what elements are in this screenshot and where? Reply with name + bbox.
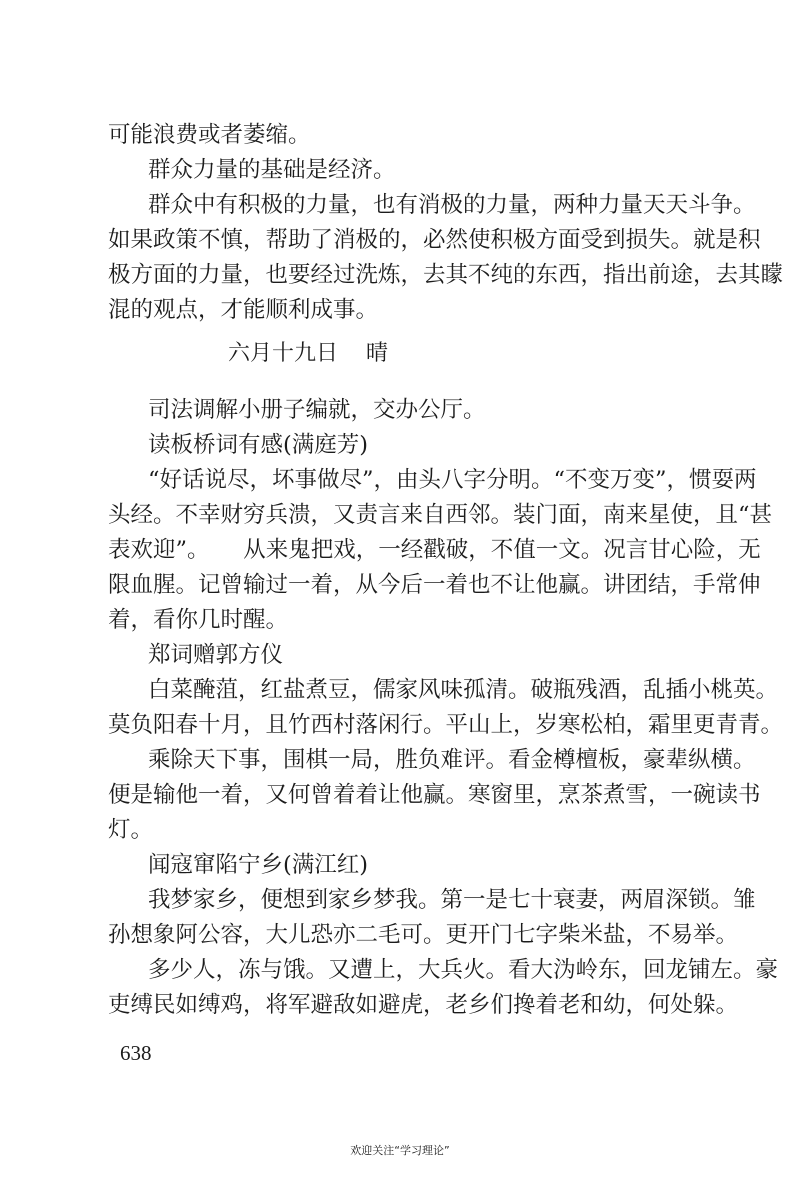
poem-title: 闻寇窜陷宁乡(满江红) <box>148 852 369 878</box>
text-line: 混的观点，才能顺利成事。 <box>108 297 379 323</box>
text-line: 如果政策不慎，帮助了消极的，必然使积极方面受到损失。就是积 <box>108 227 761 253</box>
text-line: 莫负阳春十月，且竹西村落闲行。平山上，岁寒松柏，霜里更青青。 <box>108 712 784 738</box>
poem-title: 郑词赠郭方仪 <box>148 642 284 668</box>
text-line: “好话说尽，坏事做尽”，由头八字分明。“不变万变”，惯耍两 <box>148 467 757 493</box>
text-line: 灯。 <box>108 817 154 843</box>
entry-weather: 晴 <box>366 341 389 366</box>
text-line: 白菜醃菹，红盐煮豆，儒家风味孤清。破瓶残酒，乱插小桃英。 <box>148 677 779 703</box>
poem-title: 读板桥词有感(满庭芳) <box>148 432 369 458</box>
text-line: 乘除天下事，围棋一局，胜负难评。看金樽檀板，豪辈纵横。 <box>148 747 756 773</box>
text-line: 限血腥。记曾输过一着，从今后一着也不让他赢。讲团结，手常伸 <box>108 572 761 598</box>
text-line: 孙想象阿公容，大儿恐亦二毛可。更开门七字柴米盐，不易举。 <box>108 922 739 948</box>
entry-date: 六月十九日 <box>228 341 339 366</box>
text-line: 着，看你几时醒。 <box>108 607 289 633</box>
footer-note: 欢迎关注“学习理论” <box>350 1144 450 1157</box>
text-line: 可能浪费或者萎缩。 <box>108 122 311 148</box>
text-line: 群众中有积极的力量，也有消极的力量，两种力量天天斗争。 <box>148 192 756 218</box>
text-line: 多少人，冻与饿。又遭上，大兵火。看大沩岭东，回龙铺左。豪 <box>148 957 779 983</box>
text-line: 便是输他一着，又何曾着着让他赢。寒窗里，烹茶煮雪，一碗读书 <box>108 782 761 808</box>
text-line: 表欢迎”。 从来鬼把戏，一经戳破，不值一文。况言甘心险，无 <box>108 537 761 563</box>
text-line: 我梦家乡，便想到家乡梦我。第一是七十衰妻，两眉深锁。雏 <box>148 887 756 913</box>
text-line: 吏缚民如缚鸡，将军避敌如避虎，老乡们搀着老和幼，何处躲。 <box>108 992 739 1018</box>
text-line: 群众力量的基础是经济。 <box>148 157 396 183</box>
text-line: 极方面的力量，也要经过洗炼，去其不纯的东西，指出前途，去其矇 <box>108 262 784 288</box>
page-number: 638 <box>120 1041 152 1065</box>
text-line: 头经。不幸财穷兵溃，又责言来自西邻。装门面，南来星使，且“甚 <box>108 502 773 528</box>
entry-heading <box>228 340 388 368</box>
text-line: 司法调解小册子编就，交办公厅。 <box>148 397 486 423</box>
